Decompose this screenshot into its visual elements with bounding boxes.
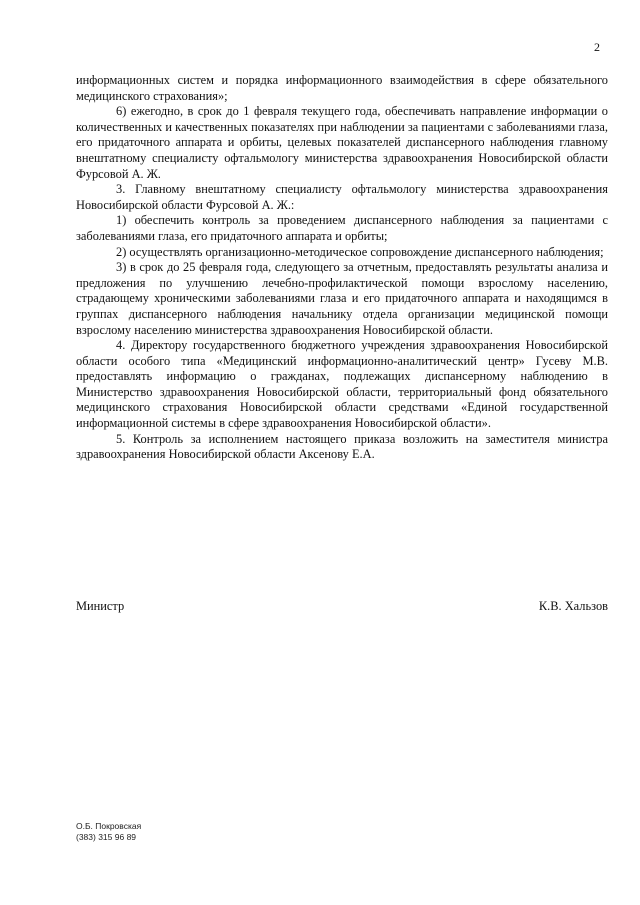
executor-name: О.Б. Покровская: [76, 821, 142, 831]
document-body: [76, 73, 608, 463]
paragraph-point-5: 5. Контроль за исполнением настоящего приказа возложить на заместителя министра здравоохранения Новосибирской области Аксенову Е.А.: [76, 431, 608, 462]
executor-phone: (383) 315 96 89: [76, 832, 137, 842]
paragraph-point-3: 3. Главному внештатному специалисту офтальмологу министерства здравоохранения Новосибирской области Фурсовой А. Ж.:: [76, 182, 608, 212]
paragraph-item-6: 6) ежегодно, в срок до 1 февраля текущего года, обеспечивать направление информации о количественных и качественных показателях при наблюдении за пациентами с заболеваниями глаза, его придаточного аппарата и орбиты, целевых показателей диспансерного наблюдения главному внештатному специалисту офтальмологу министерства здравоохранения Новосибирской области Фурсовой А. Ж.: [76, 104, 608, 181]
paragraph-continuation: информационных систем и порядка информационного взаимодействия в сфере обязательного медицинского страхования»;: [76, 73, 608, 103]
executor-footer: [76, 821, 141, 843]
signatory-position: Министр: [76, 599, 125, 613]
signatory-name: К.В. Хальзов: [538, 599, 608, 613]
page-number: 2: [594, 40, 600, 54]
paragraph-point-3-item-2: 2) осуществлять организационно-методическое сопровождение диспансерного наблюдения;: [116, 244, 604, 259]
paragraph-point-4: 4. Директору государственного бюджетного учреждения здравоохранения Новосибирской области особого типа «Медицинский информационно-аналитический центр» Гусеву М.В. предоставлять информацию о гражданах, подлежащих диспансерному наблюдению в Министерство здравоохранения Новосибирской области, территориальный фонд обязательного медицинского страхования Новосибирской области средствами «Единой государственной информационной системы в сфере здравоохранения Новосибирской области».: [76, 338, 608, 431]
paragraph-point-3-item-1: 1) обеспечить контроль за проведением диспансерного наблюдения за пациентами с заболеваниями глаза, его придаточного аппарата и орбиты;: [76, 213, 608, 243]
signature-block: [76, 599, 608, 615]
paragraph-point-3-item-3: 3) в срок до 25 февраля года, следующего за отчетным, предоставлять результаты анализа и предложения по улучшению лечебно-профилактической помощи взрослому населению, страдающему хроническими заболеваниями глаза и его придаточного аппарата и находящимся в группах диспансерного наблюдения начальнику отдела организации медицинской помощи взрослому населению министерства здравоохранения Новосибирской области.: [76, 260, 608, 337]
